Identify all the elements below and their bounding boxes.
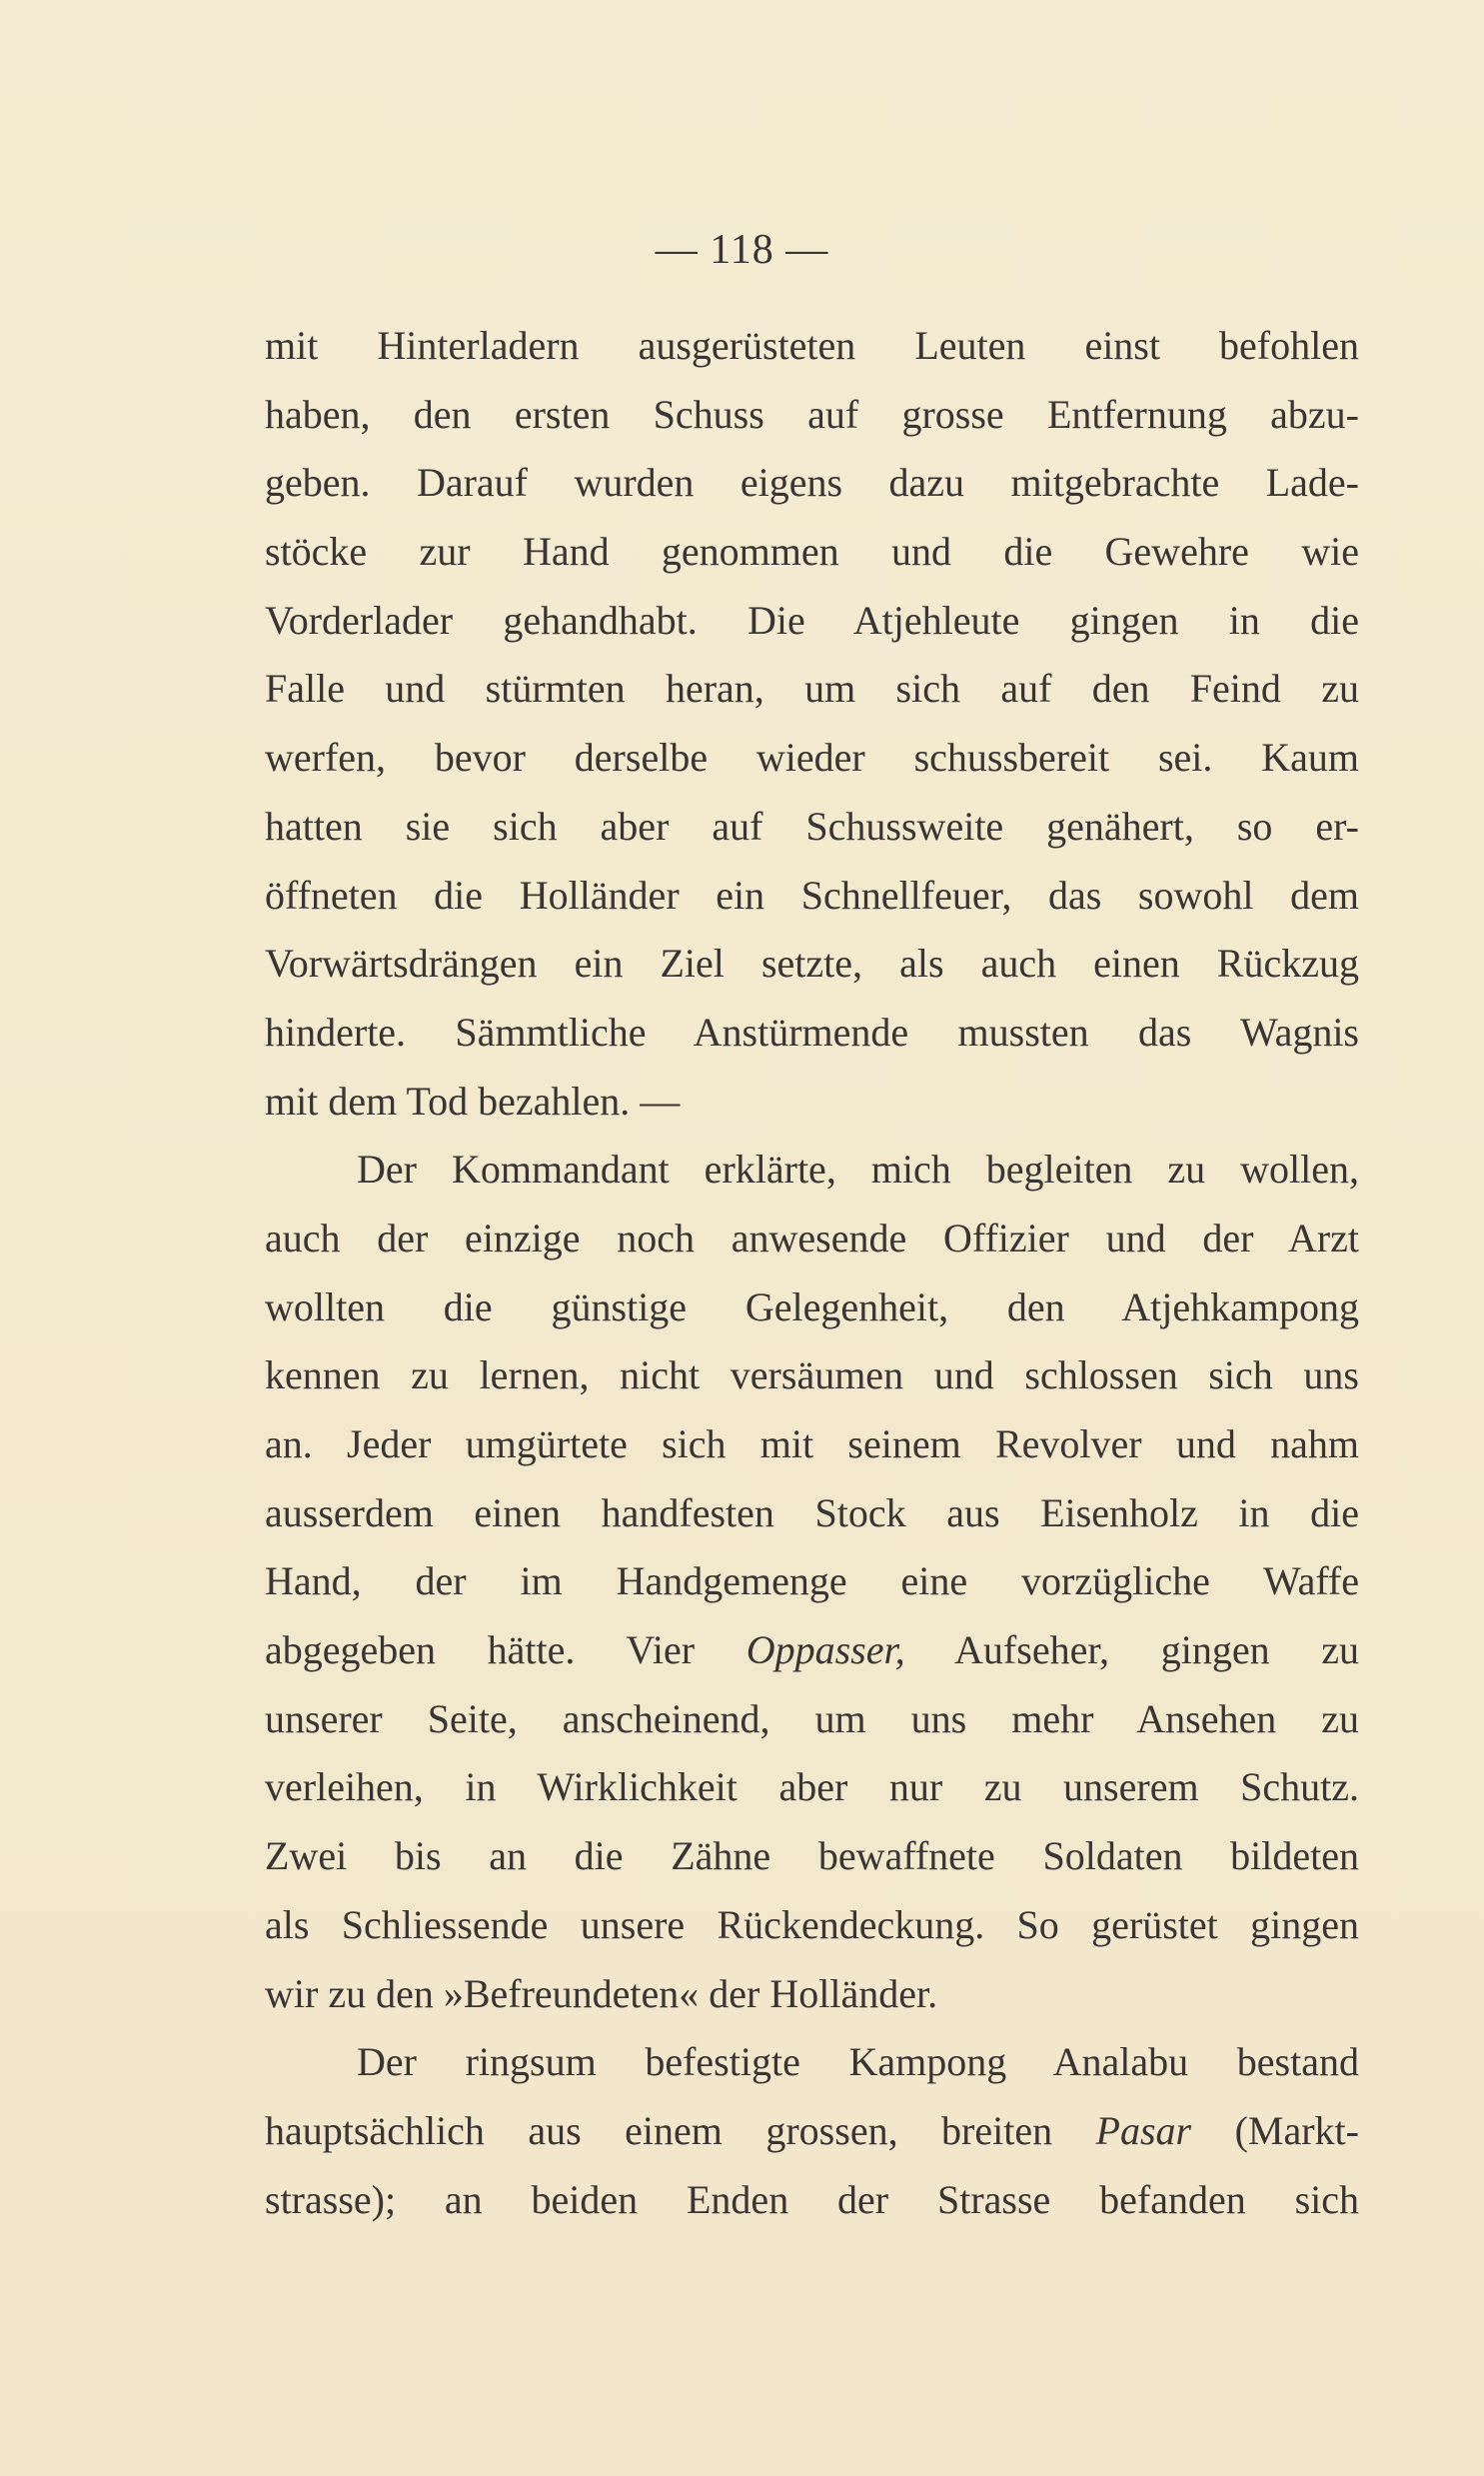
paragraph-2 <box>265 1136 1359 2028</box>
text-line: auch der einzige noch anwesende Offizier und der Arzt <box>265 1215 1359 1260</box>
text-line: werfen, bevor derselbe wieder schussbereit sei. Kaum <box>265 735 1359 781</box>
text-line: hatten sie sich aber auf Schussweite genähert, so er- <box>265 803 1359 849</box>
body-text <box>265 312 1359 2234</box>
text-line: haben, den ersten Schuss auf grosse Entfernung abzu- <box>265 391 1359 437</box>
page-number: — 118 — <box>655 227 829 273</box>
text-line: geben. Darauf wurden eigens dazu mitgebrachte Lade- <box>265 460 1359 506</box>
text-line: mit Hinterladern ausgerüsteten Leuten einst befohlen <box>265 323 1359 368</box>
text-line: wollten die günstige Gelegenheit, den Atjehkampong <box>265 1283 1359 1329</box>
text-segment: (Markt- <box>1191 2107 1359 2153</box>
text-line: ausserdem einen handfesten Stock aus Eisenholz in die <box>265 1489 1359 1535</box>
text-line: unserer Seite, anscheinend, um uns mehr Ansehen zu <box>265 1695 1359 1741</box>
text-line: Falle und stürmten heran, um sich auf den Feind zu <box>265 666 1359 712</box>
text-line: kennen zu lernen, nicht versäumen und schlossen sich uns <box>265 1352 1359 1398</box>
text-line: hinderte. Sämmtliche Anstürmende mussten das Wagnis <box>265 1009 1359 1055</box>
text-line: als Schliessende unsere Rückendeckung. So gerüstet gingen <box>265 1901 1359 1947</box>
text-segment: hauptsächlich aus einem grossen, breiten <box>265 2107 1096 2153</box>
text-line: stöcke zur Hand genommen und die Gewehre wie <box>265 529 1359 575</box>
text-line: öffneten die Holländer ein Schnellfeuer, das sowohl dem <box>265 872 1359 918</box>
text-line <box>265 1616 1359 1685</box>
text-line: Der Kommandant erklärte, mich begleiten zu wollen, <box>357 1147 1359 1193</box>
text-line <box>265 2097 1359 2166</box>
text-segment: abgegeben hätte. Vier <box>265 1627 746 1673</box>
paragraph-3 <box>265 2028 1359 2234</box>
text-segment: Aufseher, gingen zu <box>904 1627 1359 1673</box>
italic-term: Oppasser, <box>745 1627 905 1673</box>
text-line: Hand, der im Handgemenge eine vorzügliche Waffe <box>265 1558 1359 1604</box>
text-line: wir zu den »Befreundeten« der Holländer. <box>265 1970 938 2016</box>
text-line: Vorwärtsdrängen ein Ziel setzte, als auch einen Rückzug <box>265 941 1359 987</box>
text-line: Zwei bis an die Zähne bewaffnete Soldaten bildeten <box>265 1833 1359 1879</box>
paragraph-1 <box>265 312 1359 1136</box>
italic-term: Pasar <box>1095 2107 1192 2153</box>
text-line: an. Jeder umgürtete sich mit seinem Revolver und nahm <box>265 1421 1359 1466</box>
text-line: mit dem Tod bezahlen. — <box>265 1078 681 1124</box>
text-line: verleihen, in Wirklichkeit aber nur zu unserem Schutz. <box>265 1764 1359 1810</box>
text-line: Vorderlader gehandhabt. Die Atjehleute gingen in die <box>265 597 1359 643</box>
text-line: strasse); an beiden Enden der Strasse befanden sich <box>265 2176 1359 2222</box>
text-line: Der ringsum befestigte Kampong Analabu bestand <box>357 2039 1359 2085</box>
